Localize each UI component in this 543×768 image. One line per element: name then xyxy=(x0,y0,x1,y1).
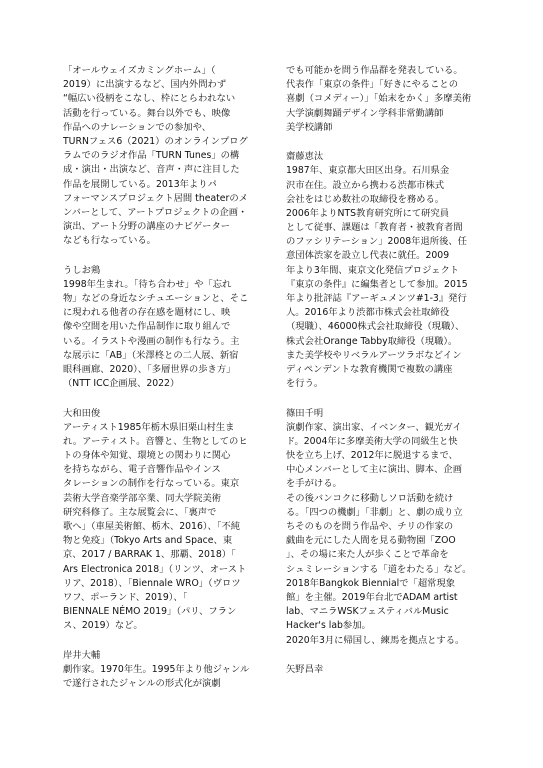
text-line: 1998年生まれ。「待ち合わせ」や「忘れ xyxy=(63,278,232,290)
text-line: を持ちながら、電子音響作品やインス xyxy=(63,464,221,476)
profile-block xyxy=(63,407,275,634)
text-line: 会社をはじめ数社の取締役を務める。 xyxy=(286,193,445,205)
text-line: TURNフェス6（2021）のオンラインプログ xyxy=(63,135,248,147)
text-line: Hacker's lab参加。 xyxy=(286,620,371,632)
text-line: 『東京の条件』に編集者として参加。2015 xyxy=(286,278,468,290)
text-line: に現われる他者の存在感を題材にし、映 xyxy=(63,307,231,319)
profile-block xyxy=(286,663,498,677)
text-line: 喜劇（コメディー）」「始末をかく」多摩美術 xyxy=(286,93,472,105)
paragraph-spacer xyxy=(63,634,275,649)
text-line: 1987年、東京都大田区出身。石川県金 xyxy=(286,165,450,177)
text-line: ちそのものを問う作品や、チリの作家の xyxy=(286,521,454,532)
profile-block xyxy=(286,407,498,648)
text-line: ラムでのラジオ作品「TURN Tunes」の構 xyxy=(63,150,240,162)
paragraph-spacer xyxy=(286,391,498,406)
text-line: リア、2018）、「Biennale WRO」（ヴロツ xyxy=(63,577,241,589)
text-line: 歌へ」（車屋美術館、栃木、2016）、「不純 xyxy=(63,521,241,532)
paragraph-spacer xyxy=(63,248,275,263)
profile-block xyxy=(63,649,275,692)
profile-name: 篠田千明 xyxy=(286,407,324,419)
text-line: 2020年3月に帰国し、練馬を拠点とする。 xyxy=(286,634,465,646)
text-line: 戯曲を元にした人間を見る動物園「ZOO xyxy=(286,535,456,547)
text-line: 作品へのナレーションでの参加や、 xyxy=(63,121,212,133)
text-line: 物と免疫」（Tokyo Arts and Space、東 xyxy=(63,535,233,547)
text-line: れ。アーティスト。音響と、生物としてのヒ xyxy=(63,435,248,447)
paragraph-spacer xyxy=(63,391,275,406)
text-line: なども行なっている。 xyxy=(63,235,156,247)
text-line: シュミレーションする「道をわたる」など。 xyxy=(286,563,472,575)
text-line: 劇作家。1970年生。1995年より他ジャンル xyxy=(63,663,250,675)
intro-paragraph xyxy=(63,64,275,248)
text-line: のファシリテーション」2008年退所後、任 xyxy=(286,236,467,248)
profile-name: 齋藤恵汰 xyxy=(286,151,324,163)
text-line: 演劇作家、演出家、イベンター、観光ガイ xyxy=(286,421,462,433)
text-line: 株式会社Orange Tabby取締役（現職）。 xyxy=(286,335,458,347)
text-line: 芸術大学音楽学部卒業、同大学院美術 xyxy=(63,492,222,504)
text-line: を行う。 xyxy=(286,378,324,390)
profile-name: 大和田俊 xyxy=(63,407,101,419)
profile-block xyxy=(286,150,498,391)
text-line: な展示に「AB」（米澤柊との二人展、新宿 xyxy=(63,349,239,361)
text-line: 大学演劇舞踊デザイン学科非常勤講師 xyxy=(286,107,444,119)
text-line: を手がける。 xyxy=(286,478,342,490)
text-line: ワフ、ポーランド、2019）、「 xyxy=(63,591,188,603)
text-line: る。「四つの機劇」「非劇」と、劇の成り立 xyxy=(286,506,463,518)
text-line: トの身体や知覚、環境との関わりに関心 xyxy=(63,450,231,462)
profile-name: うしお鶏 xyxy=(63,264,101,276)
text-line: として従事、課題は「教育者・被教育者間 xyxy=(286,222,463,234)
text-line: 像や空間を用いた作品制作に取り組んで xyxy=(63,321,231,333)
paragraph-spacer xyxy=(286,135,498,150)
text-line: 中心メンバーとして主に演出、脚本、企画 xyxy=(286,464,462,476)
profile-name: 矢野昌幸 xyxy=(286,663,324,675)
text-line: ンバーとして、アートプロジェクトの企画・ xyxy=(63,206,248,218)
paragraph-spacer xyxy=(286,648,498,663)
text-line: （現職）、46000株式会社取締役（現職）、 xyxy=(286,321,465,333)
text-line: 2018年Bangkok Biennialで「超常現象 xyxy=(286,577,456,589)
text-line: ディペンデントな教育機関で複数の講座 xyxy=(286,363,453,375)
text-line: 年より批評誌『アーギュメンツ#1-3』発行 xyxy=(286,293,467,304)
profile-name: 岸井大輔 xyxy=(63,649,101,661)
text-line: 成・演出・出演など、音声・声に注目した xyxy=(63,164,240,176)
text-line: 代表作「東京の条件」「好きにやることの xyxy=(286,79,458,91)
text-line: 作品を展開している。2013年よりパ xyxy=(63,178,217,190)
text-line: でも可能かを問う作品群を発表している。 xyxy=(286,65,463,76)
text-line: 活動を行っている。舞台以外でも、映像 xyxy=(63,107,231,119)
profiles xyxy=(286,135,498,677)
text-line: （NTT ICC企画展、2022） xyxy=(63,378,180,390)
text-line: 沢市在住。設立から携わる渋都市株式 xyxy=(286,179,445,191)
text-line: タレーションの制作を行なっている。東京 xyxy=(63,478,240,490)
text-line: 館」を主催。2019年台北でADAM artist xyxy=(286,591,458,603)
text-line: ド。2004年に多摩美術大学の同級生と快 xyxy=(286,435,458,447)
text-line: いる。イラストや漫画の制作も行なう。主 xyxy=(63,335,240,347)
profiles xyxy=(63,248,275,691)
text-line: 「オールウェイズカミングホーム」（ xyxy=(63,65,216,76)
text-line: 眼科画廊、2020）、「多層世界の歩き方」 xyxy=(63,363,236,375)
text-line: 」、その場に来た人が歩くことで革命を xyxy=(286,549,449,561)
intro-paragraph xyxy=(286,64,498,135)
text-line: 2006年よりNTS教育研究所にて研究員 xyxy=(286,207,450,219)
text-line: フォーマンスプロジェクト居間 theaterのメ xyxy=(63,192,248,204)
text-line: で遂行されたジャンルの形式化が演劇 xyxy=(63,678,221,690)
text-line: その後バンコクに移動しソロ活動を続け xyxy=(286,492,454,504)
text-line: “幅広い役柄をこなし、枠にとらわれない xyxy=(63,93,236,105)
text-line: 美学校講師 xyxy=(286,121,333,133)
text-line: 物」などの身近なシチュエーションと、そこ xyxy=(63,293,249,304)
text-line: 研究科修了。主な展覧会に、「裏声で xyxy=(63,506,217,518)
text-line: アーティスト1985年栃木県旧栗山村生ま xyxy=(63,421,235,433)
text-line: BIENNALE NÉMO 2019」（パリ、フラン xyxy=(63,606,237,618)
text-line: 年より3年間、東京文化発信プロジェクト xyxy=(286,264,460,276)
right-column xyxy=(286,64,498,677)
text-line: 演出、アート分野の講座のナビゲーター xyxy=(63,221,231,233)
text-line: lab、マニラWSKフェスティバルMusic xyxy=(286,606,449,618)
text-line: 快を立ち上げ、2012年に脱退するまで、 xyxy=(286,450,458,462)
text-line: 人。2016年より渋都市株式会社取締役 xyxy=(286,307,450,319)
text-line: また美学校やリベラルアーツラボなどイン xyxy=(286,349,462,361)
text-line: Ars Electronica 2018」（リンツ、オースト xyxy=(63,563,247,575)
text-line: 2019）に出演するなど、国内外問わず xyxy=(63,79,227,91)
profile-block xyxy=(63,264,275,392)
text-line: ス、2019）など。 xyxy=(63,620,143,632)
left-column xyxy=(63,64,275,691)
text-line: 意団体渋家を設立し代表に就任。2009 xyxy=(286,250,450,262)
text-line: 京、2017 / BARRAK 1、那覇、2018）「 xyxy=(63,549,236,561)
